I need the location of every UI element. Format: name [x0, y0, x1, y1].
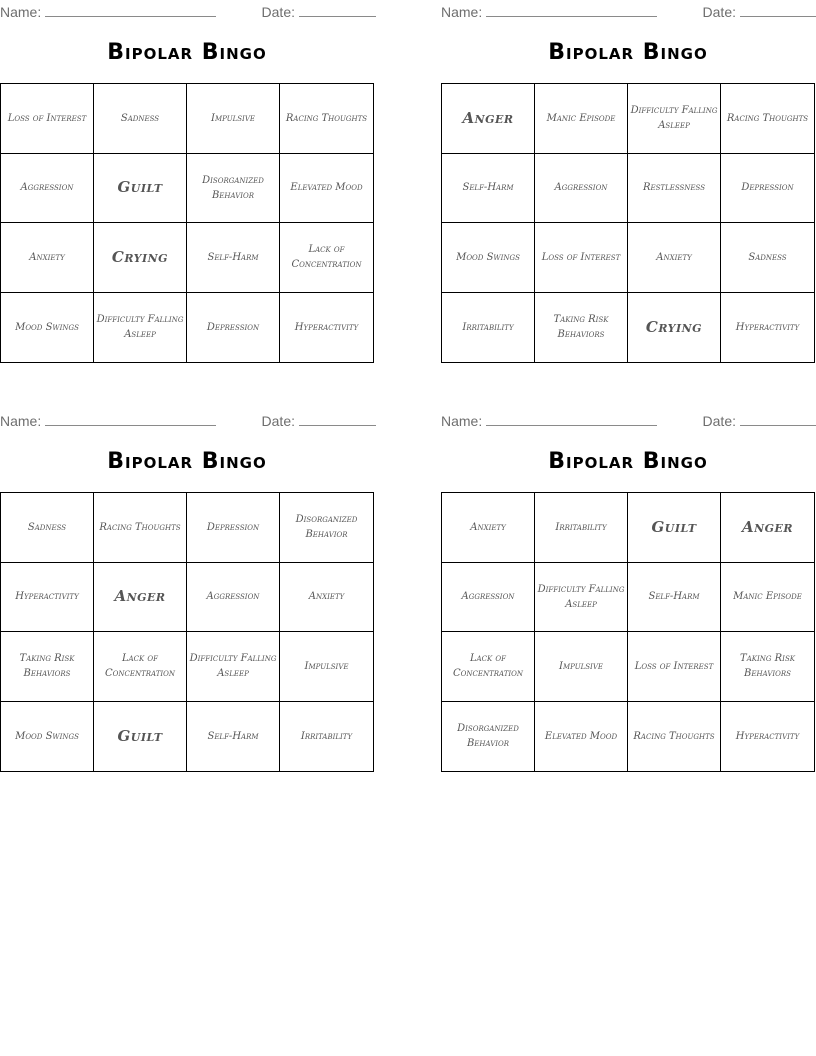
bingo-cell: Depression	[721, 154, 814, 224]
bingo-cell: Sadness	[721, 223, 814, 293]
bingo-cell: Manic Episode	[721, 563, 814, 633]
bingo-cell: Aggression	[442, 563, 535, 633]
bingo-cell: Anger	[442, 84, 535, 154]
bingo-cell: Impulsive	[280, 632, 373, 702]
bingo-cell: Lack of Concentration	[280, 223, 373, 293]
bingo-cell: Difficulty Falling Asleep	[535, 563, 628, 633]
bingo-cell: Irritability	[442, 293, 535, 363]
bingo-cell: Difficulty Falling Asleep	[187, 632, 280, 702]
name-field	[441, 411, 657, 429]
bingo-cell: Disorganized Behavior	[280, 493, 373, 563]
bingo-cell: Self-Harm	[187, 702, 280, 772]
bingo-cell: Lack of Concentration	[94, 632, 187, 702]
bingo-cell: Anxiety	[1, 223, 94, 293]
bingo-cell: Aggression	[187, 563, 280, 633]
bingo-cell: Loss of Interest	[628, 632, 721, 702]
bingo-cell: Manic Episode	[535, 84, 628, 154]
bingo-cell: Impulsive	[535, 632, 628, 702]
bingo-cell: Irritability	[300, 730, 353, 742]
bingo-grid	[441, 492, 815, 772]
bingo-cell: Anxiety	[628, 223, 721, 293]
bingo-cell: Self-Harm	[628, 563, 721, 633]
bingo-cell: Crying	[94, 223, 187, 293]
bingo-cell: Anxiety	[280, 563, 373, 633]
date-field	[703, 2, 816, 20]
name-blank-line	[45, 2, 216, 17]
bingo-cell: Aggression	[535, 154, 628, 224]
date-blank-line	[299, 411, 376, 426]
bingo-cell: Hyperactivity	[1, 563, 94, 633]
bingo-cell: Hyperactivity	[735, 321, 800, 333]
bingo-cell: Loss of Interest	[1, 84, 94, 154]
bingo-cell: Guilt	[94, 702, 187, 772]
date-field	[703, 411, 816, 429]
bingo-cell: Anger	[94, 563, 187, 633]
bingo-cell: Hyperactivity	[735, 730, 800, 742]
date-blank-line	[740, 2, 816, 17]
bingo-cell: Guilt	[628, 493, 721, 563]
bingo-cell: Crying	[628, 293, 721, 363]
bingo-card	[441, 409, 816, 773]
name-field	[0, 2, 216, 20]
card-header	[441, 411, 816, 429]
bingo-card	[0, 0, 376, 364]
bingo-card	[441, 0, 816, 364]
bingo-cell: Mood Swings	[1, 293, 94, 363]
date-field	[262, 2, 376, 20]
bingo-grid	[0, 83, 374, 363]
bingo-cell: Racing Thoughts	[628, 702, 721, 772]
name-field	[441, 2, 657, 20]
bingo-grid	[441, 83, 815, 363]
bingo-card	[0, 409, 376, 773]
bingo-grid	[0, 492, 374, 772]
bingo-cell: Racing Thoughts	[721, 84, 814, 154]
date-label: Date:	[702, 4, 736, 20]
bingo-cell: Difficulty Falling Asleep	[628, 84, 721, 154]
bingo-cell: Racing Thoughts	[94, 493, 187, 563]
date-blank-line	[299, 2, 376, 17]
bingo-cell: Disorganized Behavior	[442, 702, 535, 772]
card-title: Bipolar Bingo	[548, 40, 708, 65]
bingo-cell: Difficulty Falling Asleep	[94, 293, 187, 363]
name-field	[0, 411, 216, 429]
name-label: Name:	[0, 413, 42, 429]
bingo-cell: Depression	[187, 493, 280, 563]
bingo-cell: Impulsive	[187, 84, 280, 154]
card-title: Bipolar Bingo	[548, 449, 708, 474]
name-label: Name:	[0, 4, 42, 20]
name-label: Name:	[441, 4, 483, 20]
bingo-cell: Elevated Mood	[535, 702, 628, 772]
card-title: Bipolar Bingo	[107, 40, 267, 65]
bingo-cell: Taking Risk Behaviors	[535, 293, 628, 363]
date-label: Date:	[261, 4, 295, 20]
bingo-cell: Self-Harm	[442, 154, 535, 224]
bingo-cell: Aggression	[1, 154, 94, 224]
bingo-cell: Hyperactivity	[294, 321, 359, 333]
bingo-cell: Elevated Mood	[280, 154, 373, 224]
card-header	[0, 411, 376, 429]
bingo-cell: Self-Harm	[187, 223, 280, 293]
bingo-cell: Restlessness	[628, 154, 721, 224]
name-blank-line	[45, 411, 216, 426]
date-blank-line	[740, 411, 816, 426]
bingo-cell: Racing Thoughts	[280, 84, 373, 154]
bingo-cell: Disorganized Behavior	[187, 154, 280, 224]
bingo-cell: Taking Risk Behaviors	[721, 632, 814, 702]
bingo-cell: Anxiety	[442, 493, 535, 563]
bingo-cell: Sadness	[94, 84, 187, 154]
name-label: Name:	[441, 413, 483, 429]
bingo-cell: Mood Swings	[1, 702, 94, 772]
card-title: Bipolar Bingo	[107, 449, 267, 474]
bingo-cell: Loss of Interest	[535, 223, 628, 293]
card-header	[441, 2, 816, 20]
bingo-cell: Mood Swings	[442, 223, 535, 293]
date-label: Date:	[702, 413, 736, 429]
bingo-cell: Anger	[721, 493, 814, 563]
bingo-cell: Guilt	[94, 154, 187, 224]
name-blank-line	[486, 411, 657, 426]
date-field	[262, 411, 376, 429]
bingo-cell: Taking Risk Behaviors	[1, 632, 94, 702]
bingo-cell: Irritability	[535, 493, 628, 563]
card-header	[0, 2, 376, 20]
date-label: Date:	[261, 413, 295, 429]
bingo-cell: Depression	[187, 293, 280, 363]
bingo-cell: Lack of Concentration	[442, 632, 535, 702]
bingo-cell: Sadness	[1, 493, 94, 563]
name-blank-line	[486, 2, 657, 17]
